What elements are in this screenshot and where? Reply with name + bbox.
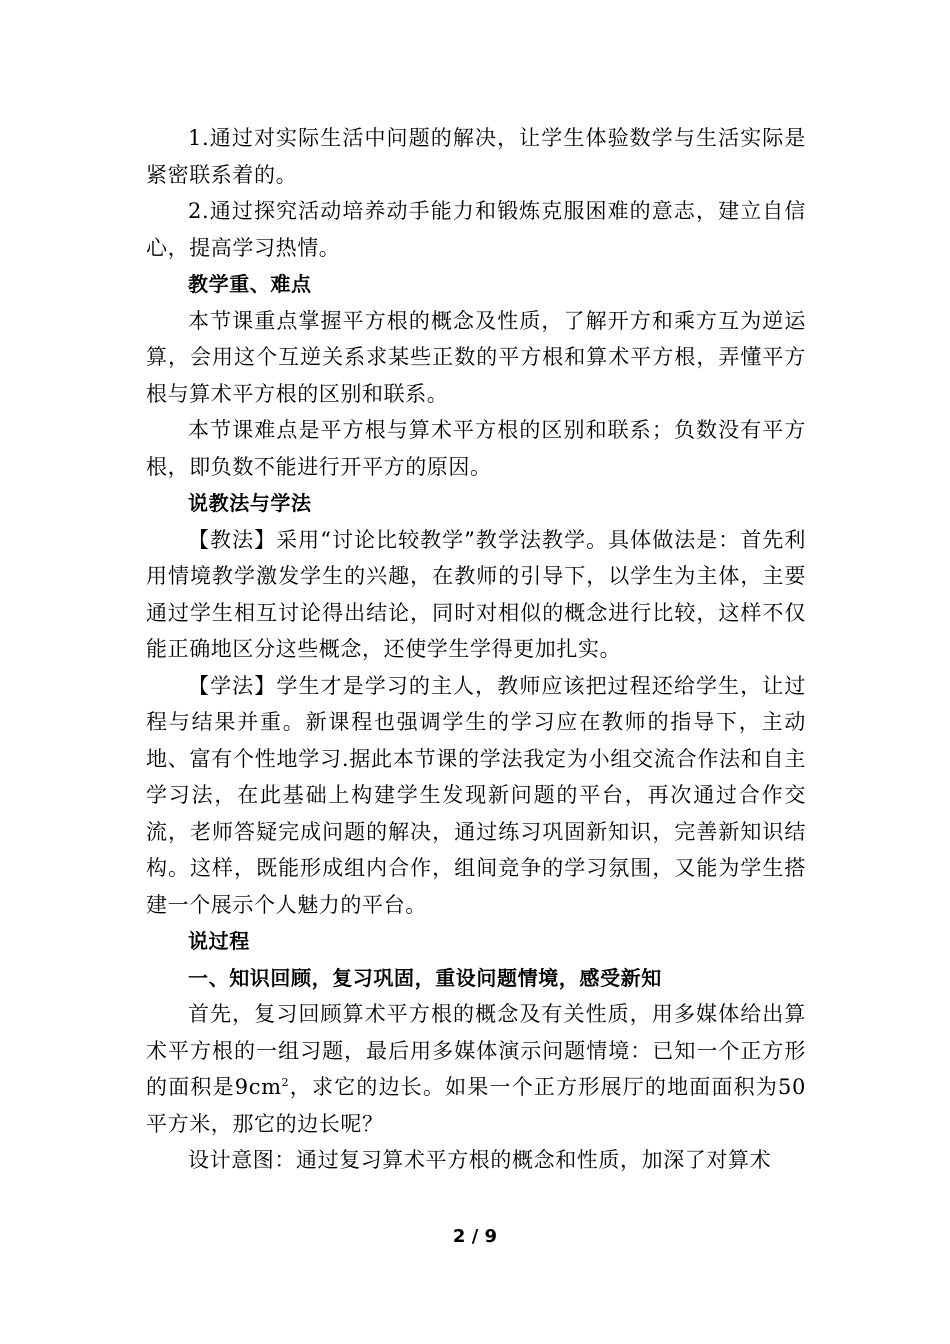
superscript-2: 2	[281, 1076, 290, 1089]
paragraph-review-part-2: ，求它的边长。如果一个正方形展厅的地面面积为50平方米，那它的边长呢？	[146, 1075, 806, 1136]
heading-process: 说过程	[188, 929, 250, 953]
paragraph-review-part-1: 首先，复习回顾算术平方根的概念及有关性质，用多媒体给出算术平方根的一组习题，最后用多媒体演示问题情境：已知一个正方形的面积是9cm	[146, 1002, 806, 1099]
heading-key-difficult-points: 教学重、难点	[188, 272, 312, 296]
paragraph-difficult-point: 本节课难点是平方根与算术平方根的区别和联系；负数没有平方根，即负数不能进行开平方的原因。	[146, 418, 806, 479]
paragraph-goal-1: 1.通过对实际生活中问题的解决，让学生体验数学与生活实际是紧密联系着的。	[146, 126, 806, 187]
document-body	[146, 120, 806, 1179]
heading-teaching-methods: 说教法与学法	[188, 491, 312, 515]
paragraph-key-point: 本节课重点掌握平方根的概念及性质，了解开方和乘方互为逆运算，会用这个互逆关系求某些正数的平方根和算术平方根，弄懂平方根与算术平方根的区别和联系。	[146, 308, 806, 406]
paragraph-teaching-method: 【教法】采用“讨论比较教学”教学法教学。具体做法是：首先利用情境教学激发学生的兴趣，在教师的引导下，以学生为主体，主要通过学生相互讨论得出结论，同时对相似的概念进行比较，这样不仅能正确地区分这些概念，还使学生学得更加扎实。	[146, 527, 806, 661]
page-number: 2 / 9	[452, 1226, 498, 1247]
heading-step-1: 一、知识回顾，复习巩固，重设问题情境，感受新知	[188, 965, 662, 990]
paragraph-design-intent: 设计意图：通过复习算术平方根的概念和性质，加深了对算术	[188, 1148, 772, 1172]
paragraph-review	[146, 996, 806, 1142]
paragraph-goal-2: 2.通过探究活动培养动手能力和锻炼克服困难的意志，建立自信心，提高学习热情。	[146, 199, 806, 260]
paragraph-learning-method: 【学法】学生才是学习的主人，教师应该把过程还给学生，让过程与结果并重。新课程也强调学生的学习应在教师的指导下，主动地、富有个性地学习.据此本节课的学法我定为小组交流合作法和自主学习法，在此基础上构建学生发现新问题的平台，再次通过合作交流，老师答疑完成问题的解决，通过练习巩固新知识，完善新知识结构。这样，既能形成组内合作，组间竞争的学习氛围，又能为学生搭建一个展示个人魅力的平台。	[146, 673, 806, 917]
